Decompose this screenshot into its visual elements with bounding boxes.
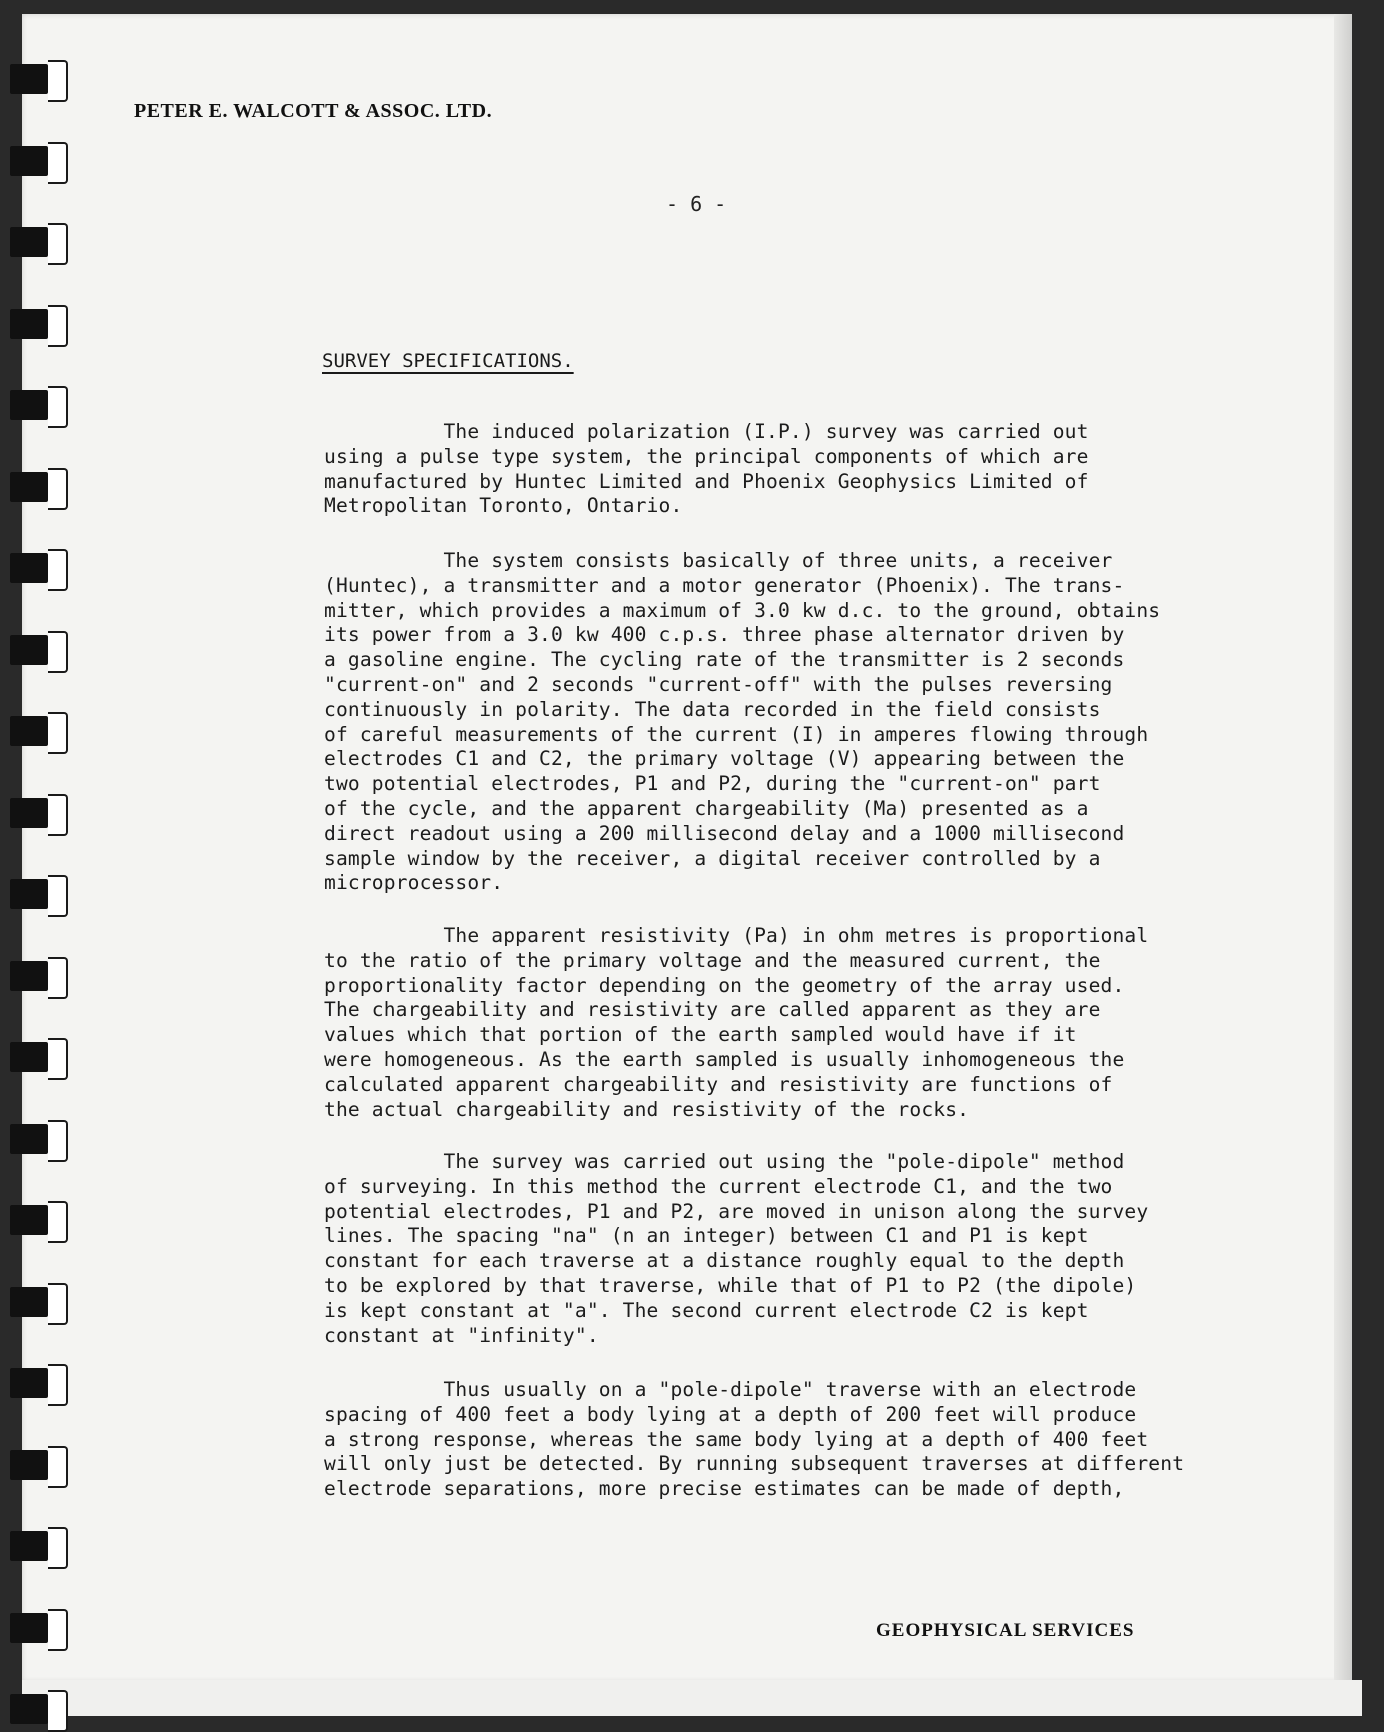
page-edge (1334, 14, 1352, 1682)
text-line: of careful measurements of the current (I) in amperes flowing through (324, 722, 1149, 746)
text-line: were homogeneous. As the earth sampled is usually inhomogeneous the (324, 1047, 1125, 1071)
text-line: direct readout using a 200 millisecond delay and a 1000 millisecond (324, 821, 1125, 845)
text-line: mitter, which provides a maximum of 3.0 kw d.c. to the ground, obtains (324, 598, 1161, 622)
footer-services: GEOPHYSICAL SERVICES (876, 1620, 1135, 1641)
section-title: SURVEY SPECIFICATIONS. (322, 350, 574, 372)
text-line: of surveying. In this method the current electrode C1, and the two (324, 1174, 1113, 1198)
binding-ring (10, 957, 68, 993)
text-line: The apparent resistivity (Pa) in ohm metres is proportional (324, 924, 1149, 947)
binding-ring (10, 468, 68, 504)
binding-ring (10, 1283, 68, 1319)
page-bottom-edge (22, 1680, 1362, 1716)
paragraph-3 (324, 924, 1244, 1122)
text-line: proportionality factor depending on the geometry of the array used. (324, 973, 1125, 997)
text-line: The system consists basically of three units, a receiver (324, 549, 1113, 572)
text-line: The induced polarization (I.P.) survey was carried out (324, 420, 1089, 443)
page-number: - 6 - (666, 192, 727, 216)
text-line: The chargeability and resistivity are called apparent as they are (324, 998, 1101, 1022)
text-line: values which that portion of the earth sampled would have if it (324, 1023, 1077, 1047)
binding-ring (10, 386, 68, 422)
text-line: microprocessor. (324, 871, 504, 895)
text-line: constant for each traverse at a distance roughly equal to the depth (324, 1249, 1125, 1273)
binding-ring (10, 305, 68, 341)
text-line: manufactured by Huntec Limited and Phoenix Geophysics Limited of (324, 469, 1089, 493)
text-line: sample window by the receiver, a digital receiver controlled by a (324, 846, 1101, 870)
text-line: potential electrodes, P1 and P2, are moved in unison along the survey (324, 1199, 1149, 1223)
paragraph-2 (324, 549, 1244, 896)
text-line: the actual chargeability and resistivity of the rocks. (324, 1097, 970, 1121)
text-line: a gasoline engine. The cycling rate of the transmitter is 2 seconds (324, 648, 1125, 672)
text-line: continuously in polarity. The data recorded in the field consists (324, 697, 1101, 721)
text-line: Thus usually on a "pole-dipole" traverse with an electrode (324, 1378, 1137, 1401)
text-line: electrodes C1 and C2, the primary voltage (V) appearing between the (324, 747, 1125, 771)
binding-ring (10, 1609, 68, 1645)
binding-ring (10, 549, 68, 585)
text-line: electrode separations, more precise estimates can be made of depth, (324, 1477, 1125, 1501)
binding-ring (10, 1364, 68, 1400)
binding-ring (10, 631, 68, 667)
paragraph-1 (324, 420, 1244, 519)
text-line: a strong response, whereas the same body lying at a depth of 400 feet (324, 1427, 1149, 1451)
text-line: is kept constant at "a". The second current electrode C2 is kept (324, 1298, 1089, 1322)
text-line: (Huntec), a transmitter and a motor generator (Phoenix). The trans- (324, 573, 1125, 597)
paragraph-4 (324, 1150, 1244, 1348)
binding-ring (10, 794, 68, 830)
text-line: of the cycle, and the apparent chargeability (Ma) presented as a (324, 796, 1089, 820)
text-line: using a pulse type system, the principal components of which are (324, 444, 1089, 468)
binding-ring (10, 223, 68, 259)
binding-ring (10, 1527, 68, 1563)
text-line: "current-on" and 2 seconds "current-off" with the pulses reversing (324, 672, 1113, 696)
text-line: to be explored by that traverse, while that of P1 to P2 (the dipole) (324, 1273, 1137, 1297)
binding-ring (10, 1690, 68, 1726)
text-line: will only just be detected. By running subsequent traverses at different (324, 1452, 1185, 1476)
text-line: The survey was carried out using the "pole-dipole" method (324, 1150, 1125, 1173)
company-header: PETER E. WALCOTT & ASSOC. LTD. (134, 100, 493, 122)
binding-ring (10, 60, 68, 96)
binding-ring (10, 1201, 68, 1237)
binding-ring (10, 875, 68, 911)
text-line: calculated apparent chargeability and resistivity are functions of (324, 1072, 1113, 1096)
binding-ring (10, 1120, 68, 1156)
text-line: constant at "infinity". (324, 1323, 599, 1347)
text-line: Metropolitan Toronto, Ontario. (324, 494, 683, 518)
binding-ring (10, 1038, 68, 1074)
binding-ring (10, 1446, 68, 1482)
binding-ring (10, 142, 68, 178)
spiral-binding (0, 0, 70, 1716)
text-line: lines. The spacing "na" (n an integer) between C1 and P1 is kept (324, 1224, 1089, 1248)
binding-ring (10, 712, 68, 748)
text-line: spacing of 400 feet a body lying at a depth of 200 feet will produce (324, 1402, 1137, 1426)
text-line: to the ratio of the primary voltage and the measured current, the (324, 948, 1101, 972)
text-line: two potential electrodes, P1 and P2, during the "current-on" part (324, 772, 1101, 796)
paragraph-5 (324, 1378, 1244, 1502)
text-line: its power from a 3.0 kw 400 c.p.s. three phase alternator driven by (324, 623, 1125, 647)
